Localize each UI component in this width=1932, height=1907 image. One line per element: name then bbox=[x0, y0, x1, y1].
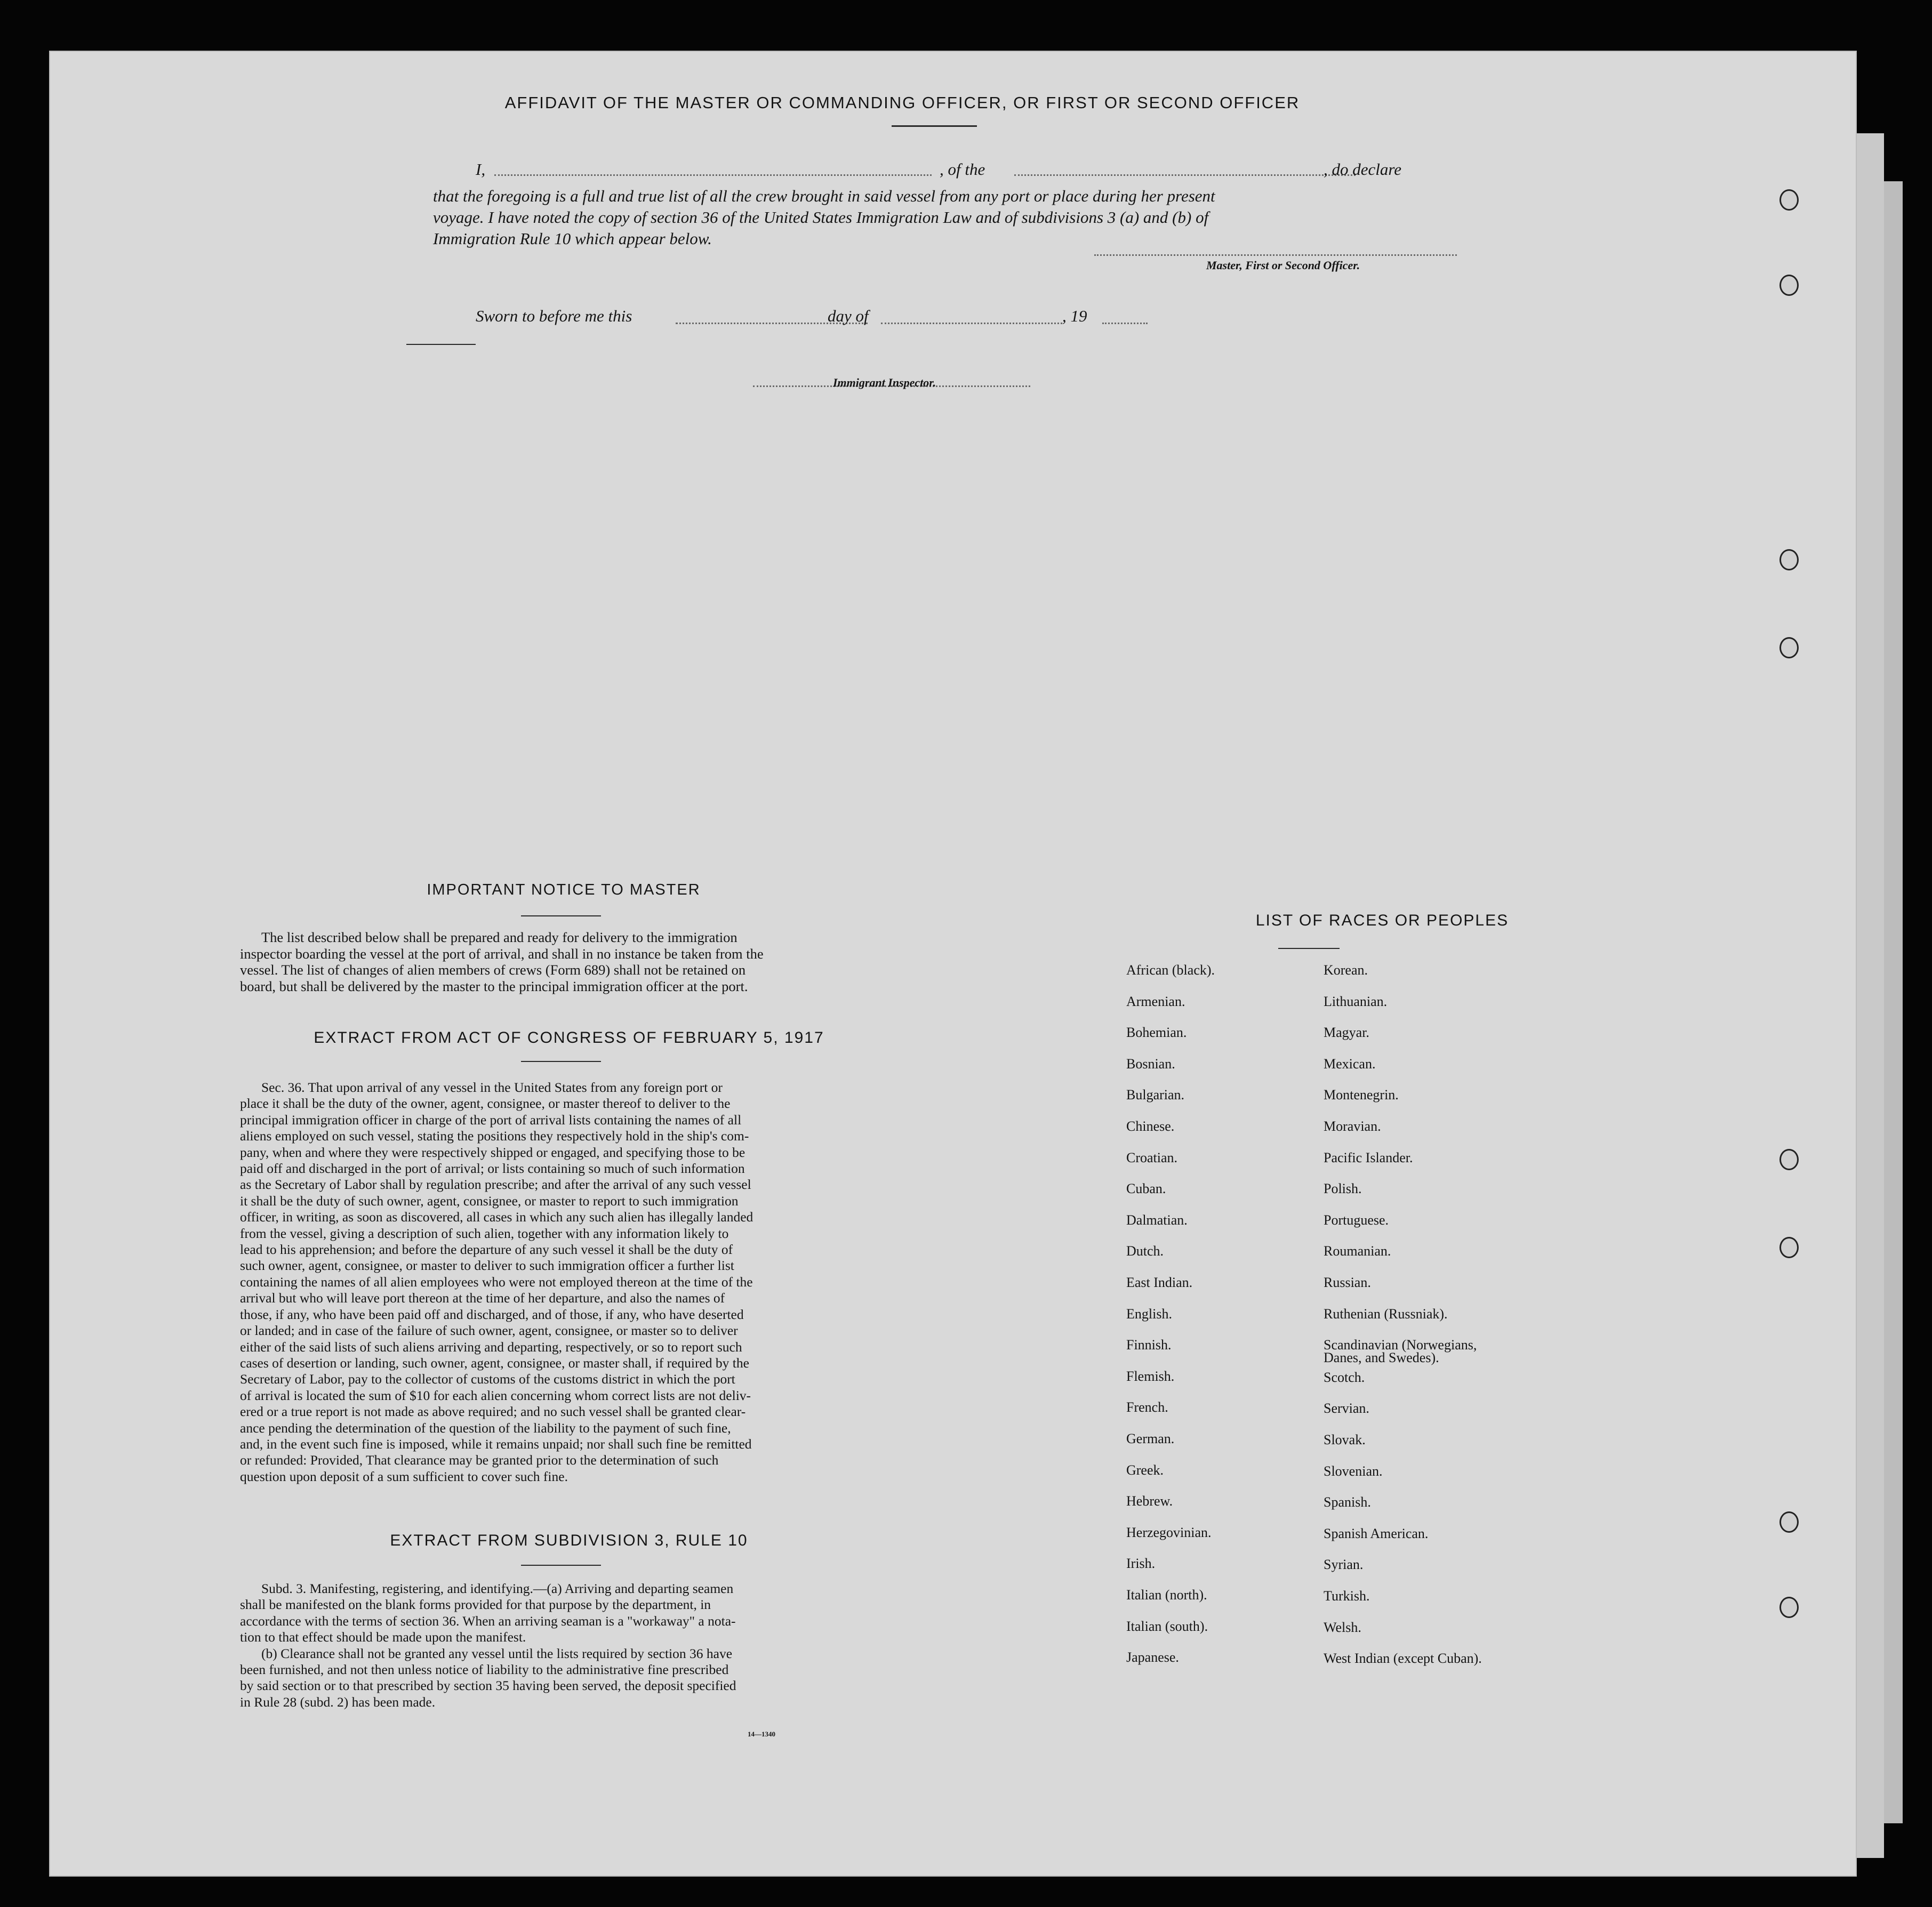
form-number: 14—1340 bbox=[748, 1730, 775, 1738]
act-line: as the Secretary of Labor shall by regulation prescribe; and after the arrival of any such vessel bbox=[240, 1177, 751, 1193]
name-field[interactable] bbox=[494, 174, 932, 176]
act-line: arrival but who will leave port thereon at the time of her departure, and also the names of bbox=[240, 1290, 725, 1306]
race-item: Dalmatian. bbox=[1126, 1212, 1188, 1228]
race-scandinavian-continuation: Danes, and Swedes). bbox=[1324, 1350, 1439, 1365]
race-item: Finnish. bbox=[1126, 1337, 1172, 1353]
act-line: such owner, agent, consignee, or master to deliver to such immigration officer a further list bbox=[240, 1258, 734, 1274]
race-item: Croatian. bbox=[1126, 1149, 1178, 1165]
declaration-line-1: that the foregoing is a full and true list of all the crew brought in said vessel from any port or place during her present bbox=[433, 187, 1215, 205]
notice-line: vessel. The list of changes of alien members of crews (Form 689) shall not be retained on bbox=[240, 962, 746, 978]
declaration-line-3: Immigration Rule 10 which appear below. bbox=[433, 229, 712, 248]
race-item: Greek. bbox=[1126, 1462, 1164, 1478]
race-item: West Indian (except Cuban). bbox=[1324, 1651, 1482, 1667]
act-line: ered or a true report is not made as above required; and no such vessel shall be granted clear- bbox=[240, 1404, 746, 1420]
act-line: paid off and discharged in the port of arrival; or lists containing so much of such information bbox=[240, 1161, 745, 1177]
rule-line: tion to that effect should be made upon the manifest. bbox=[240, 1629, 526, 1645]
race-item: Slovenian. bbox=[1324, 1463, 1383, 1479]
extract-rule-title: EXTRACT FROM SUBDIVISION 3, RULE 10 bbox=[390, 1532, 748, 1549]
signature-field[interactable] bbox=[1094, 254, 1457, 256]
race-item: Moravian. bbox=[1324, 1119, 1381, 1134]
signature-caption: Master, First or Second Officer. bbox=[1206, 259, 1360, 272]
act-line: or landed; and in case of the failure of such owner, agent, consignee, or master so to deliver bbox=[240, 1323, 738, 1339]
act-line: question upon deposit of a sum sufficient to cover such fine. bbox=[240, 1468, 568, 1484]
punch-hole bbox=[1779, 637, 1799, 658]
affidavit-do-declare-label: , do declare bbox=[1324, 160, 1402, 179]
affidavit-title-rule bbox=[892, 125, 977, 127]
race-item: Italian (south). bbox=[1126, 1618, 1208, 1634]
extract-act-body bbox=[240, 1080, 896, 1485]
race-item: Slovak. bbox=[1324, 1432, 1366, 1447]
notice-title-rule bbox=[521, 915, 601, 916]
race-item: East Indian. bbox=[1126, 1275, 1193, 1290]
race-item: Bulgarian. bbox=[1126, 1087, 1185, 1103]
race-item: Bosnian. bbox=[1126, 1056, 1175, 1072]
rule-line: Subd. 3. Manifesting, registering, and identifying.—(a) Arriving and departing seamen bbox=[261, 1581, 734, 1596]
rule-line: (b) Clearance shall not be granted any vessel until the lists required by section 36 have bbox=[261, 1645, 733, 1661]
sworn-label: Sworn to before me this bbox=[476, 307, 632, 325]
punch-hole bbox=[1779, 549, 1799, 570]
race-item: Russian. bbox=[1324, 1275, 1371, 1290]
affidavit-title: AFFIDAVIT OF THE MASTER OR COMMANDING OFFICER, OR FIRST OR SECOND OFFICER bbox=[504, 93, 1300, 112]
act-line: either of the said lists of such aliens arriving and departing, respectively, or so to report such bbox=[240, 1339, 742, 1355]
race-item: Portuguese. bbox=[1324, 1212, 1389, 1228]
notice-body bbox=[240, 929, 896, 994]
act-line: principal immigration officer in charge of the port of arrival lists containing the names of all bbox=[240, 1112, 742, 1128]
act-line: from the vessel, giving a description of such alien, together with any information likely to bbox=[240, 1225, 729, 1241]
race-item: Flemish. bbox=[1126, 1368, 1175, 1384]
race-item: Cuban. bbox=[1126, 1181, 1166, 1197]
notice-line: board, but shall be delivered by the master to the principal immigration officer at the port. bbox=[240, 978, 748, 994]
act-line: ance pending the determination of the question of the liability to the payment of such fine, bbox=[240, 1420, 731, 1436]
act-line: and, in the event such fine is imposed, while it remains unpaid; nor shall such fine be remitted bbox=[240, 1436, 752, 1452]
notice-line: inspector boarding the vessel at the port of arrival, and shall in no instance be taken from the bbox=[240, 945, 764, 962]
extract-act-title: EXTRACT FROM ACT OF CONGRESS OF FEBRUARY 5, 1917 bbox=[314, 1029, 824, 1047]
inspector-caption: Immigrant Inspector. bbox=[833, 376, 936, 389]
punch-hole bbox=[1779, 1511, 1799, 1533]
race-item: Hebrew. bbox=[1126, 1493, 1173, 1509]
rule-line: by said section or to that prescribed by section 35 having been served, the deposit specified bbox=[240, 1678, 736, 1694]
year-label: , 19 bbox=[1062, 307, 1087, 325]
punch-hole bbox=[1779, 275, 1799, 296]
extract-act-title-rule bbox=[521, 1061, 601, 1062]
rule-line: been furnished, and not then unless notice of liability to the administrative fine prescribed bbox=[240, 1662, 729, 1678]
margin-rule bbox=[406, 344, 476, 345]
punch-hole bbox=[1779, 1149, 1799, 1170]
race-item: Chinese. bbox=[1126, 1119, 1175, 1134]
race-item: Armenian. bbox=[1126, 993, 1185, 1009]
document-page bbox=[49, 51, 1857, 1877]
sworn-month-field[interactable] bbox=[881, 323, 1062, 324]
race-item: Korean. bbox=[1324, 962, 1368, 978]
race-item: Spanish. bbox=[1324, 1494, 1371, 1510]
act-line: or refunded: Provided, That clearance may be granted prior to the determination of such bbox=[240, 1452, 719, 1468]
act-line: those, if any, who have been paid off and discharged, and of those, if any, who have deserted bbox=[240, 1306, 744, 1322]
race-item: Servian. bbox=[1324, 1401, 1369, 1417]
notice-title: IMPORTANT NOTICE TO MASTER bbox=[427, 881, 701, 898]
race-item: Polish. bbox=[1324, 1181, 1362, 1197]
act-line: lead to his apprehension; and before the departure of any such vessel it shall be the duty of bbox=[240, 1242, 733, 1258]
rule-line: in Rule 28 (subd. 2) has been made. bbox=[240, 1694, 436, 1710]
races-title: LIST OF RACES OR PEOPLES bbox=[1255, 912, 1509, 929]
race-item: Herzegovinian. bbox=[1126, 1524, 1212, 1540]
act-line: Sec. 36. That upon arrival of any vessel in the United States from any foreign port or bbox=[261, 1080, 723, 1095]
race-item: Lithuanian. bbox=[1324, 993, 1388, 1009]
rule-line: shall be manifested on the blank forms provided for that purpose by the department, in bbox=[240, 1597, 711, 1613]
race-item: Pacific Islander. bbox=[1324, 1149, 1413, 1165]
race-item: Syrian. bbox=[1324, 1557, 1364, 1573]
act-line: containing the names of all alien employees who were not employed thereon at the time of the bbox=[240, 1274, 753, 1290]
sworn-year-field[interactable] bbox=[1102, 323, 1148, 324]
act-line: it shall be the duty of such owner, agent, consignee, or master to report to such immigration bbox=[240, 1193, 739, 1209]
act-line: of arrival is located the sum of $10 for each alien concerning whom correct lists are not deliv- bbox=[240, 1387, 751, 1403]
act-line: pany, when and where they were respectively shipped or engaged, and specifying those to be bbox=[240, 1144, 745, 1160]
extract-rule-title-rule bbox=[521, 1565, 601, 1566]
race-item: Magyar. bbox=[1324, 1025, 1369, 1041]
act-line: Secretary of Labor, pay to the collector of customs of the customs district in which the port bbox=[240, 1371, 735, 1387]
race-item: Mexican. bbox=[1324, 1056, 1376, 1072]
day-of-label: day of bbox=[828, 307, 869, 325]
race-item: Welsh. bbox=[1324, 1619, 1361, 1635]
race-item: Ruthenian (Russniak). bbox=[1324, 1306, 1448, 1322]
punch-hole bbox=[1779, 189, 1799, 211]
affidavit-i-label: I, bbox=[476, 160, 486, 179]
races-title-rule bbox=[1278, 948, 1340, 949]
race-item: Bohemian. bbox=[1126, 1025, 1187, 1041]
race-item: Turkish. bbox=[1324, 1588, 1370, 1604]
race-item: Japanese. bbox=[1126, 1649, 1179, 1665]
act-line: aliens employed on such vessel, stating the positions they respectively hold in the ship's com- bbox=[240, 1128, 749, 1144]
race-item: Scandinavian (Norwegians, bbox=[1324, 1337, 1477, 1353]
race-item: German. bbox=[1126, 1431, 1175, 1446]
race-item: Italian (north). bbox=[1126, 1587, 1207, 1603]
race-item: African (black). bbox=[1126, 962, 1215, 978]
notice-line: The list described below shall be prepared and ready for delivery to the immigration bbox=[261, 929, 737, 945]
race-item: Montenegrin. bbox=[1324, 1087, 1399, 1103]
race-item: Roumanian. bbox=[1324, 1243, 1391, 1259]
act-line: cases of desertion or landing, such owner, agent, consignee, or master shall, if required by the bbox=[240, 1355, 749, 1371]
act-line: place it shall be the duty of the owner, agent, consignee, or master thereof to deliver to the bbox=[240, 1096, 731, 1112]
race-item: French. bbox=[1126, 1399, 1168, 1415]
vessel-field[interactable] bbox=[1014, 174, 1356, 176]
race-item: Dutch. bbox=[1126, 1243, 1164, 1259]
punch-hole bbox=[1779, 1237, 1799, 1258]
extract-rule-body bbox=[240, 1581, 896, 1710]
punch-hole bbox=[1779, 1597, 1799, 1618]
race-item: Spanish American. bbox=[1324, 1525, 1429, 1541]
declaration-line-2: voyage. I have noted the copy of section 36 of the United States Immigration Law and of subdivisions 3 (a) and (b) of bbox=[433, 208, 1209, 227]
race-item: Irish. bbox=[1126, 1556, 1156, 1572]
act-line: officer, in writing, as soon as discovered, all cases in which any such alien has illegally landed bbox=[240, 1209, 753, 1225]
race-item: English. bbox=[1126, 1306, 1172, 1322]
race-item: Scotch. bbox=[1324, 1369, 1365, 1385]
affidavit-of-the-label: , of the bbox=[940, 160, 985, 179]
rule-line: accordance with the terms of section 36. When an arriving seaman is a "workaway" a nota- bbox=[240, 1613, 736, 1629]
